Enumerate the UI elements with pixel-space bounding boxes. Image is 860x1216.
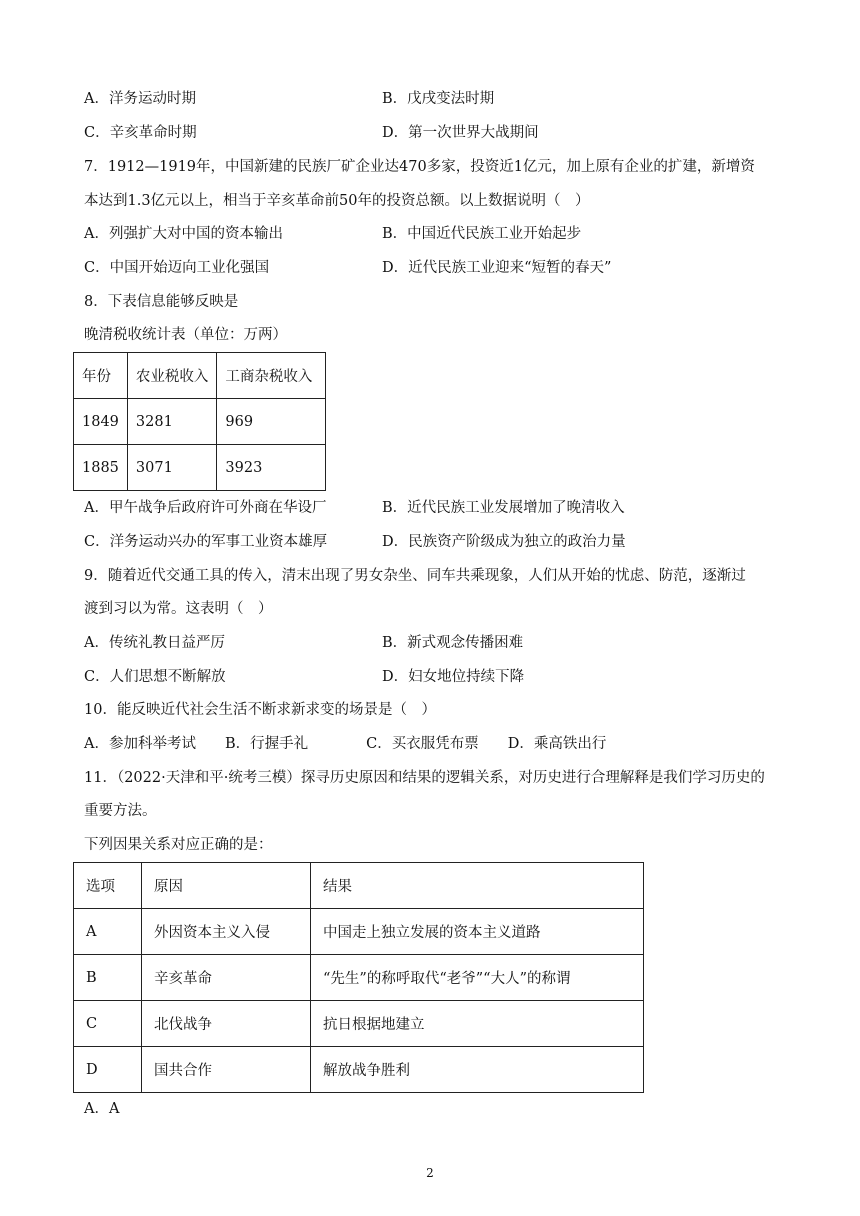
q8-stem: 8．下表信息能够反映是 xyxy=(84,294,239,310)
q10-options: A．参加科举考试 B．行握手礼 C．买衣服凭布票 D．乘高铁出行 xyxy=(84,736,607,752)
table-cell: D xyxy=(74,1047,142,1093)
q7-option-a: A．列强扩大对中国的资本输出 xyxy=(84,226,283,242)
q6-option-a: A．洋务运动时期 xyxy=(84,91,196,107)
q6-option-c: C．辛亥革命时期 xyxy=(84,125,197,141)
table-cell: 中国走上独立发展的资本主义道路 xyxy=(311,909,644,955)
q7-option-b: B．中国近代民族工业开始起步 xyxy=(382,226,582,242)
table-cell: A xyxy=(74,909,142,955)
q11-stem-line1: 11．（2022·天津和平·统考三模）探寻历史原因和结果的逻辑关系，对历史进行合理解释是我们学习历史的 xyxy=(84,770,765,786)
table-header-cell: 选项 xyxy=(74,863,142,909)
q8-option-d: D．民族资产阶级成为独立的政治力量 xyxy=(382,534,626,550)
q11-stem-line2: 重要方法。 xyxy=(84,803,157,819)
table-header-cell: 农业税收入 xyxy=(127,353,217,399)
table-cell: B xyxy=(74,955,142,1001)
table-header-cell: 年份 xyxy=(74,353,128,399)
table-cell: 1849 xyxy=(74,399,128,445)
table-cell: “先生”的称呼取代“老爷”“大人”的称谓 xyxy=(311,955,644,1001)
q9-option-a: A．传统礼教日益严厉 xyxy=(84,635,225,651)
tax-statistics-table xyxy=(73,352,326,491)
q9-option-c: C．人们思想不断解放 xyxy=(84,669,226,685)
table-header-row xyxy=(74,353,326,399)
table-header-cell: 工商杂税收入 xyxy=(217,353,326,399)
table-cell: 3923 xyxy=(217,445,326,491)
table-header-row xyxy=(74,863,644,909)
table-cell: 1885 xyxy=(74,445,128,491)
q8-option-b: B．近代民族工业发展增加了晚清收入 xyxy=(382,500,625,516)
table-cell: 抗日根据地建立 xyxy=(311,1001,644,1047)
q10-stem: 10．能反映近代社会生活不断求新求变的场景是（ ） xyxy=(84,702,436,718)
q8-option-c: C．洋务运动兴办的军事工业资本雄厚 xyxy=(84,534,328,550)
q7-stem-line1: 7．1912—1919年，中国新建的民族厂矿企业达470多家，投资近1亿元，加上原有企业的扩建，新增资 xyxy=(84,159,755,175)
table-cell: 辛亥革命 xyxy=(142,955,311,1001)
q9-stem-line1: 9．随着近代交通工具的传入，清末出现了男女杂坐、同车共乘现象，人们从开始的忧虑、防范，逐渐过 xyxy=(84,568,746,584)
table-row xyxy=(74,399,326,445)
q6-option-b: B．戊戌变法时期 xyxy=(382,91,495,107)
table-row xyxy=(74,1001,644,1047)
q9-option-b: B．新式观念传播困难 xyxy=(382,635,524,651)
q7-option-d: D．近代民族工业迎来“短暂的春天” xyxy=(382,260,612,276)
table-row xyxy=(74,1047,644,1093)
table-cell: 外因资本主义入侵 xyxy=(142,909,311,955)
table-cell: C xyxy=(74,1001,142,1047)
q7-stem-line2: 本达到1.3亿元以上，相当于辛亥革命前50年的投资总额。以上数据说明（ ） xyxy=(84,193,590,209)
table-cell: 解放战争胜利 xyxy=(311,1047,644,1093)
table-row xyxy=(74,955,644,1001)
q11-option-a: A．A xyxy=(84,1101,120,1117)
table-row xyxy=(74,445,326,491)
table-row xyxy=(74,909,644,955)
q9-stem-line2: 渡到习以为常。这表明（ ） xyxy=(84,601,273,617)
table-cell: 3071 xyxy=(127,445,217,491)
table-cell: 3281 xyxy=(127,399,217,445)
table-cell: 969 xyxy=(217,399,326,445)
table-cell: 北伐战争 xyxy=(142,1001,311,1047)
page-number: 2 xyxy=(426,1166,434,1180)
q6-option-d: D．第一次世界大战期间 xyxy=(382,125,539,141)
q9-option-d: D．妇女地位持续下降 xyxy=(382,669,525,685)
table-header-cell: 原因 xyxy=(142,863,311,909)
table-cell: 国共合作 xyxy=(142,1047,311,1093)
q11-stem-line3: 下列因果关系对应正确的是： xyxy=(84,837,273,853)
q7-option-c: C．中国开始迈向工业化强国 xyxy=(84,260,270,276)
q8-table-title: 晚清税收统计表（单位：万两） xyxy=(84,327,287,343)
q8-option-a: A．甲午战争后政府许可外商在华设厂 xyxy=(84,500,327,516)
cause-effect-table xyxy=(73,862,644,1093)
table-header-cell: 结果 xyxy=(311,863,644,909)
